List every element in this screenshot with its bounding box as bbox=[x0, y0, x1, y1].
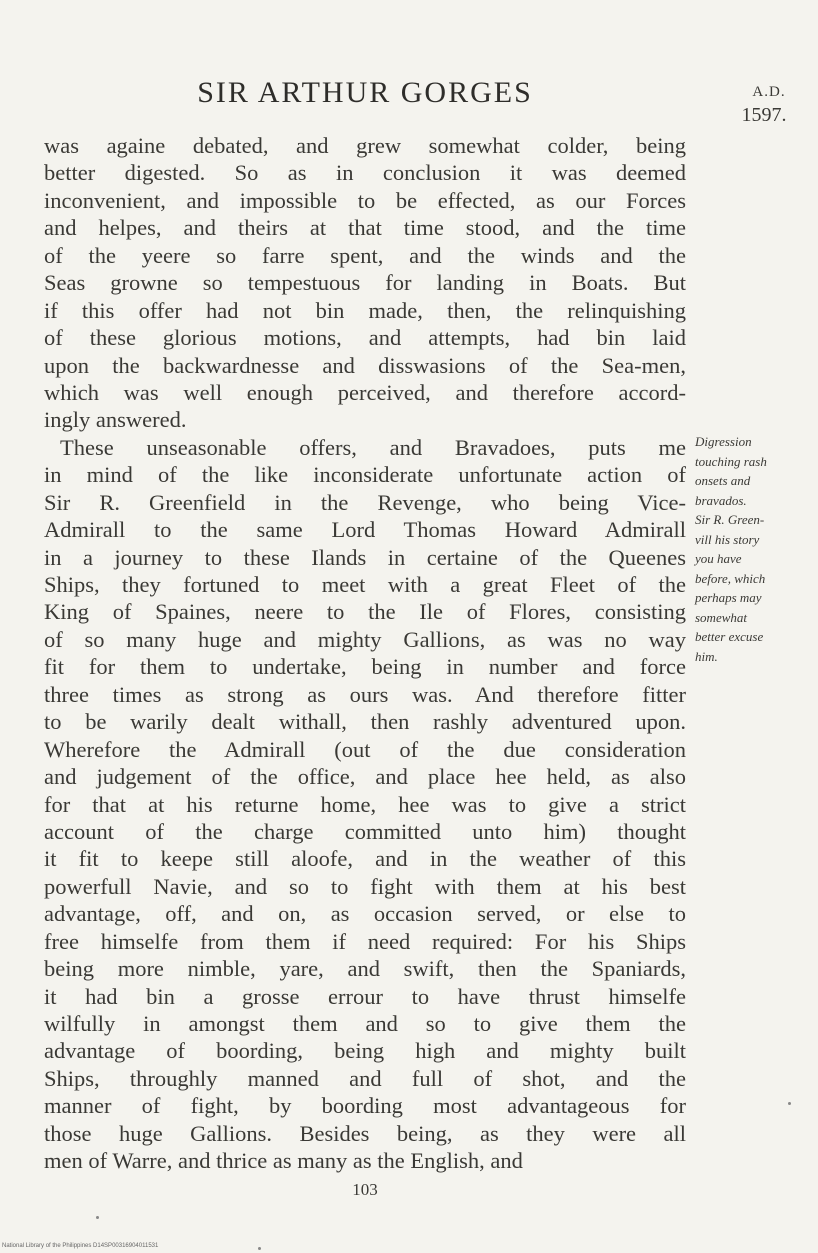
text-line: King of Spaines, neere to the Ile of Flores, consisting bbox=[44, 599, 686, 625]
text-line: in a journey to these Ilands in certaine of the Queenes bbox=[44, 544, 686, 570]
scan-speck bbox=[96, 1216, 99, 1219]
margin-note-line: better excuse bbox=[695, 629, 764, 644]
text-line: Wherefore the Admirall (out of the due consideration bbox=[44, 736, 686, 762]
text-line: Ships, throughly manned and full of shot, and the bbox=[44, 1065, 686, 1091]
text-line: men of Warre, and thrice as many as the English, and bbox=[44, 1148, 523, 1174]
margin-note-line: Sir R. Green- bbox=[695, 512, 765, 527]
text-line: free himselfe from them if need required: For his Ships bbox=[44, 928, 686, 954]
text-line: in mind of the like inconsiderate unfortunate action of bbox=[44, 462, 686, 488]
text-line: advantage of boording, being high and mighty built bbox=[44, 1038, 686, 1064]
margin-note-line: bravados. bbox=[695, 492, 747, 508]
margin-note-line: somewhat bbox=[695, 609, 747, 625]
margin-note-line: you have bbox=[695, 551, 742, 566]
body-text bbox=[44, 132, 686, 1175]
text-line: and judgement of the office, and place hee held, as also bbox=[44, 764, 686, 790]
margin-note-line: onsets and bbox=[695, 473, 751, 488]
margin-note bbox=[695, 432, 813, 666]
running-title: SIR ARTHUR GORGES bbox=[197, 76, 533, 109]
date-year: 1597. bbox=[741, 104, 787, 126]
text-line: Sir R. Greenfield in the Revenge, who being Vice- bbox=[44, 489, 686, 515]
text-line: and helpes, and theirs at that time stood, and the time bbox=[44, 215, 686, 241]
text-line: being more nimble, yare, and swift, then the Spaniards, bbox=[44, 956, 686, 982]
margin-note-line: vill his story bbox=[695, 531, 760, 547]
text-line: account of the charge committed unto him) thought bbox=[44, 818, 686, 844]
text-line: Ships, they fortuned to meet with a great Fleet of the bbox=[44, 572, 686, 597]
text-line: three times as strong as ours was. And therefore fitter bbox=[44, 681, 686, 707]
text-line: better digested. So as in conclusion it was deemed bbox=[44, 160, 686, 186]
text-line: ingly answered. bbox=[44, 407, 187, 433]
text-line: if this offer had not bin made, then, the relinquishing bbox=[44, 297, 686, 323]
text-line: to be warily dealt withall, then rashly adventured upon. bbox=[44, 709, 686, 735]
text-line: advantage, off, and on, as occasion served, or else to bbox=[44, 901, 686, 927]
text-line: Admirall to the same Lord Thomas Howard Admirall bbox=[44, 517, 686, 543]
text-line: powerfull Navie, and so to fight with them at his best bbox=[44, 873, 686, 899]
page-number: 103 bbox=[352, 1180, 378, 1199]
scan-speck bbox=[788, 1102, 791, 1105]
scan-speck bbox=[258, 1247, 261, 1250]
margin-note-line: perhaps may bbox=[695, 590, 762, 605]
margin-note-line: touching rash bbox=[695, 453, 767, 469]
text-line: it had bin a grosse errour to have thrust himselfe bbox=[44, 983, 686, 1009]
text-line: of so many huge and mighty Gallions, as was no way bbox=[44, 626, 686, 652]
text-line: those huge Gallions. Besides being, as they were all bbox=[44, 1120, 686, 1146]
margin-note-line: before, which bbox=[695, 570, 766, 586]
text-line: which was well enough perceived, and therefore accord- bbox=[44, 379, 686, 405]
text-line: it fit to keepe still aloofe, and in the weather of this bbox=[44, 846, 686, 872]
text-line: These unseasonable offers, and Bravadoes, puts me bbox=[60, 434, 686, 460]
text-line: manner of fight, by boording most advantageous for bbox=[44, 1093, 686, 1119]
margin-note-line: him. bbox=[695, 648, 718, 664]
scan-footer-strip: National Library of the Philippines D14SP00316904011531 bbox=[2, 1243, 159, 1249]
text-line: was againe debated, and grew somewhat colder, being bbox=[44, 133, 686, 158]
margin-note-line: Digression bbox=[695, 434, 752, 449]
text-line: of the yeere so farre spent, and the winds and the bbox=[44, 242, 686, 268]
text-line: for that at his returne home, hee was to give a strict bbox=[44, 791, 686, 817]
text-line: of these glorious motions, and attempts, had bin laid bbox=[44, 325, 686, 351]
date-label: A.D. bbox=[752, 84, 786, 100]
text-line: inconvenient, and impossible to be effected, as our Forces bbox=[44, 187, 686, 213]
text-line: wilfully in amongst them and so to give them the bbox=[44, 1011, 686, 1036]
text-line: Seas growne so tempestuous for landing in Boats. But bbox=[44, 270, 686, 296]
text-line: fit for them to undertake, being in number and force bbox=[44, 654, 686, 680]
text-line: upon the backwardnesse and disswasions of the Sea-men, bbox=[44, 352, 686, 378]
